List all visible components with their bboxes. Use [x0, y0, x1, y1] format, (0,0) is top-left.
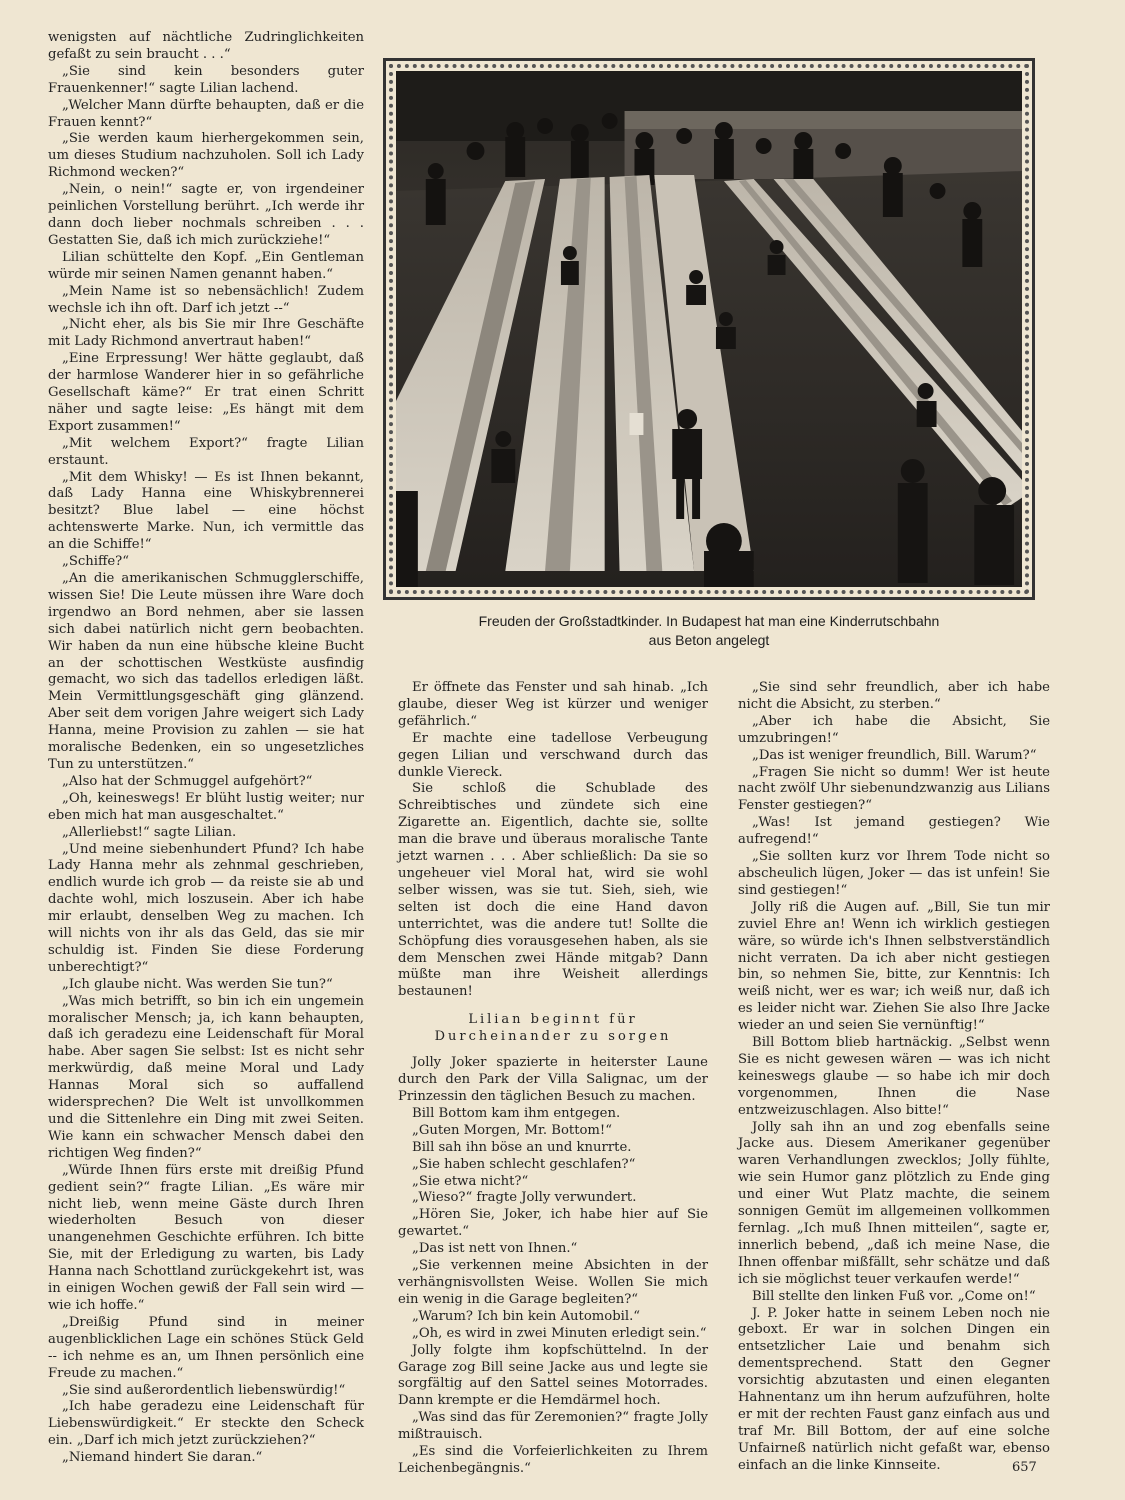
paragraph: Lilian schüttelte den Kopf. „Ein Gentleman würde mir seinen Namen genannt haben.“	[48, 249, 364, 282]
paragraph: „Nein, o nein!“ sagte er, von irgendeiner peinlichen Vorstellung berührt. „Ich werde ihr dann doch lieber nochmals schreiben . . . Gestatten Sie, daß ich mich zurückziehe!“	[48, 182, 364, 248]
paragraph: „Eine Erpressung! Wer hätte geglaubt, daß der harmlose Wanderer hier in so gefährliche Gesellschaft käme?“ Er trat einen Schritt näher und sagte leise: „Es hängt mit dem Export zusammen!“	[48, 351, 364, 434]
paragraph: „Allerliebst!“ sagte Lilian.	[62, 824, 237, 840]
section-heading: Lilian beginnt für Durcheinander zu sorgen	[434, 1012, 672, 1045]
paragraph: „Fragen Sie nicht so dumm! Wer ist heute nacht zwölf Uhr siebenundzwanzig aus Lilians Fenster gestiegen?“	[738, 764, 1050, 814]
paragraph: Jolly folgte ihm kopfschüttelnd. In der Garage zog Bill seine Jacke aus und legte sie sorgfältig auf den Sattel seines Motorrades. Dann krempte er die Hemdärmel hoch.	[398, 1342, 708, 1409]
paragraph: „Sie sind kein besonders guter Frauenkenner!“ sagte Lilian lachend.	[48, 63, 364, 96]
paragraph: „Oh, es wird in zwei Minuten erledigt sein.“	[412, 1325, 707, 1341]
paragraph: Sie schloß die Schublade des Schreibtisches und zündete sich eine Zigarette an. Eigentlich, dachte sie, sollte man die brave und überaus moralische Tante jetzt warnen . . . Aber schließlich: Da sie so ungeheuer viel Moral hat, wird sie wohl selber wissen, was sie tut. Sieh, sieh, wie selten ist doch die eine Hand davon unterrichtet, was die andere tut! Sollte die Schöpfung dies vorausgesehen haben, als sie dem Menschen zwei Hände mitgab? Dann müßte man ihre Weisheit allerdings bestaunen!	[398, 781, 708, 1000]
paragraph: „Niemand hindert Sie daran.“	[62, 1450, 263, 1466]
paragraph: „Was! Ist jemand gestiegen? Wie aufregend!“	[738, 815, 1050, 848]
paragraph: „Mit dem Whisky! — Es ist Ihnen bekannt, daß Lady Hanna eine Whiskybrennerei besitzt? Blue label — eine höchst achtenswerte Marke. Nun, ich vermittle das an die Schiffe!“	[48, 469, 364, 553]
text-column-middle	[398, 680, 708, 1478]
paragraph: Jolly riß die Augen auf. „Bill, Sie tun mir zuviel Ehre an! Wenn ich wirklich gestiegen wäre, so würde ich's Ihnen selbstverständlich nicht verraten. Da ich aber nicht gestiegen bin, so nehmen Sie, bitte, zur Kenntnis: Ich weiß nicht, wer es war; ich weiß nur, daß ich es leider nicht war. Ziehen Sie also Ihre Jacke wieder an und seien Sie vernünftig!“	[738, 899, 1050, 1034]
paragraph: wenigsten auf nächtliche Zudringlichkeiten gefaßt zu sein braucht . . .“	[48, 30, 364, 62]
paragraph: „Es sind die Vorfeierlichkeiten zu Ihrem Leichenbegängnis.“	[398, 1444, 708, 1476]
paragraph: „Also hat der Schmuggel aufgehört?“	[62, 773, 313, 789]
paragraph: „Nicht eher, als bis Sie mir Ihre Geschäfte mit Lady Richmond anvertraut haben!“	[48, 317, 364, 350]
photo	[383, 58, 1035, 600]
photo-border	[389, 64, 1029, 594]
paragraph: Jolly sah ihn an und zog ebenfalls seine Jacke aus. Diesem Amerikaner gegenüber waren Verhandlungen zwecklos; Jolly fühlte, wie sein Humor ganz plötzlich zu Ende ging und einer Wut Platz machte, die seinem sonnigen Gemüt im allgemeinen vollkommen fernlag. „Ich muß Ihnen mitteilen“, sagte er, innerlich bebend, „daß ich meine Nase, die Ihnen offenbar mißfällt, sehr schätze und daß ich sie möglichst teuer verkaufen werde!“	[738, 1119, 1050, 1287]
paragraph: „Sie sind außerordentlich liebenswürdig!“	[62, 1382, 346, 1398]
paragraph: „Sie sollten kurz vor Ihrem Tode nicht so abscheulich lügen, Joker — das ist unfein! Sie sind gestiegen!“	[738, 849, 1050, 898]
paragraph: Bill stellte den linken Fuß vor. „Come on!“	[752, 1288, 1036, 1304]
paragraph: „Ich habe geradezu eine Leidenschaft für Liebenswürdigkeit.“ Er steckte den Scheck ein. „Darf ich mich jetzt zurückziehen?“	[48, 1399, 364, 1449]
paragraph: „Würde Ihnen fürs erste mit dreißig Pfund gedient sein?“ fragte Lilian. „Es wäre mir nicht lieb, wenn meine Gäste durch Ihren wiederholten Besuch von dieser unangenehmen Geschichte erführen. Ich bitte Sie, mit der Erledigung zu warten, bis Lady Hanna nach Schottland zurückgekehrt ist, was in einigen Wochen gewiß der Fall sein wird — wie ich hoffe.“	[48, 1162, 364, 1313]
paragraph: „Sie etwa nicht?“	[412, 1173, 529, 1189]
paragraph: Jolly Joker spazierte in heiterster Laune durch den Park der Villa Salignac, um der Prinzessin den täglichen Besuch zu machen.	[398, 1055, 708, 1105]
paragraph: „Und meine siebenhundert Pfund? Ich habe Lady Hanna mehr als zehnmal geschrieben, endlich wurde ich grob — da reiste sie ab und dachte wohl, mich loszusein. Aber ich habe mir erlaubt, denselben Weg zu machen. Ich will nichts von ihr als das Geld, das sie mir schuldig ist. Finden Sie diese Forderung unberechtigt?“	[48, 841, 364, 975]
paragraph: „Warum? Ich bin kein Automobil.“	[412, 1308, 641, 1324]
paragraph: „Hören Sie, Joker, ich habe hier auf Sie gewartet.“	[398, 1207, 708, 1240]
text-column-right	[738, 680, 1050, 1475]
photo-caption	[383, 612, 1035, 650]
paragraph: „Schiffe?“	[62, 554, 129, 570]
paragraph: „Aber ich habe die Absicht, Sie umzubringen!“	[738, 713, 1050, 746]
text-block-after-heading	[398, 1055, 708, 1478]
paragraph: „Das ist nett von Ihnen.“	[412, 1241, 578, 1257]
paragraph: „Oh, keineswegs! Er blüht lustig weiter; nur eben mich hat man ausgeschaltet.“	[48, 790, 364, 823]
paragraph: „Welcher Mann dürfte behaupten, daß er die Frauen kennt?“	[48, 97, 364, 130]
paragraph: Er machte eine tadellose Verbeugung gegen Lilian und verschwand durch das dunkle Viereck.	[398, 730, 708, 780]
paragraph: „Wieso?“ fragte Jolly verwundert.	[412, 1190, 637, 1206]
photo-image	[396, 71, 1022, 587]
paragraph: Bill Bottom blieb hartnäckig. „Selbst wenn Sie es nicht gewesen wären — was ich nicht keineswegs glaube — so habe ich mir doch vorgenommen, Ihnen die Nase entzweizuschlagen. Also bitte!“	[738, 1035, 1050, 1118]
paragraph: Bill sah ihn böse an und knurrte.	[412, 1139, 632, 1155]
paragraph: Bill Bottom kam ihm entgegen.	[412, 1105, 621, 1121]
paragraph: „Mein Name ist so nebensächlich! Zudem wechsle ich ihn oft. Darf ich jetzt --“	[48, 283, 364, 316]
paragraph: „Was mich betrifft, so bin ich ein ungemein moralischer Mensch; ja, ich kann behaupten, daß ich geradezu eine Leidenschaft für Moral habe. Aber sagen Sie selbst: Ist es nicht sehr merkwürdig, daß meine Moral und Lady Hannas Moral sich so auffallend widersprechen? Die Welt ist unvollkommen und die Sittenlehre ein Ding mit zwei Seiten. Wie kann ein schwacher Mensch dabei den richtigen Weg finden?“	[48, 993, 364, 1161]
paragraph: J. P. Joker hatte in seinem Leben noch nie geboxt. Er war in solchen Dingen ein entsetzlicher Laie und benahm sich dementsprechend. Statt den Gegner vorsichtig abzutasten und einen eleganten Hahnentanz um ihn herum aufzuführen, holte er mit der rechten Faust ganz einfach aus und traf Mr. Bill Bottom, der auf eine solche Unfairneß natürlich nicht gefaßt war, ebenso einfach an die linke Kinnseite.	[738, 1305, 1050, 1473]
paragraph: „Sie verkennen meine Absichten in der verhängnisvollsten Weise. Wollen Sie mich ein wenig in die Garage begleiten?“	[398, 1258, 708, 1307]
paragraph: Er öffnete das Fenster und sah hinab. „Ich glaube, dieser Weg ist kürzer und weniger gefährlich.“	[398, 680, 708, 729]
paragraph: „Mit welchem Export?“ fragte Lilian erstaunt.	[48, 435, 364, 468]
caption-line-1: Freuden der Großstadtkinder. In Budapest hat man eine Kinderrutschbahn	[478, 613, 940, 629]
text-block-before-heading	[398, 680, 708, 1001]
paragraph: „Was sind das für Zeremonien?“ fragte Jolly mißtrauisch.	[398, 1410, 708, 1443]
paragraph: „Sie werden kaum hierhergekommen sein, um dieses Studium nachzuholen. Soll ich Lady Richmond wecken?“	[48, 131, 364, 181]
caption-line-2: aus Beton angelegt	[648, 632, 770, 648]
paragraph: „Guten Morgen, Mr. Bottom!“	[412, 1122, 612, 1138]
paragraph: „Das ist weniger freundlich, Bill. Warum?“	[752, 747, 1037, 763]
page-number: 657	[1012, 1460, 1037, 1475]
paragraph: „Sie sind sehr freundlich, aber ich habe nicht die Absicht, zu sterben.“	[738, 680, 1050, 712]
paragraph: „An die amerikanischen Schmugglerschiffe, wissen Sie! Die Leute müssen ihre Ware doch irgendwo an Bord nehmen, aber sie lassen sich dabei natürlich nicht gern beobachten. Wir haben da nun eine hübsche kleine Bucht an der schottischen Westküste ausfindig gemacht, wo sich das tadellos erledigen läßt. Mein Vermittlungsgeschäft ging glänzend. Aber seit dem vorigen Jahre weigert sich Lady Hanna, meine Provision zu zahlen — sie hat moralische Bedenken, ein so ungesetzliches Tun zu unterstützen.“	[48, 571, 364, 772]
text-column-left	[48, 30, 364, 1467]
paragraph: „Sie haben schlecht geschlafen?“	[412, 1156, 636, 1172]
paragraph: „Ich glaube nicht. Was werden Sie tun?“	[62, 976, 333, 992]
paragraph: „Dreißig Pfund sind in meiner augenblicklichen Lage ein schönes Stück Geld -- ich nehme es an, um Ihnen persönlich eine Freude zu machen.“	[48, 1314, 364, 1381]
